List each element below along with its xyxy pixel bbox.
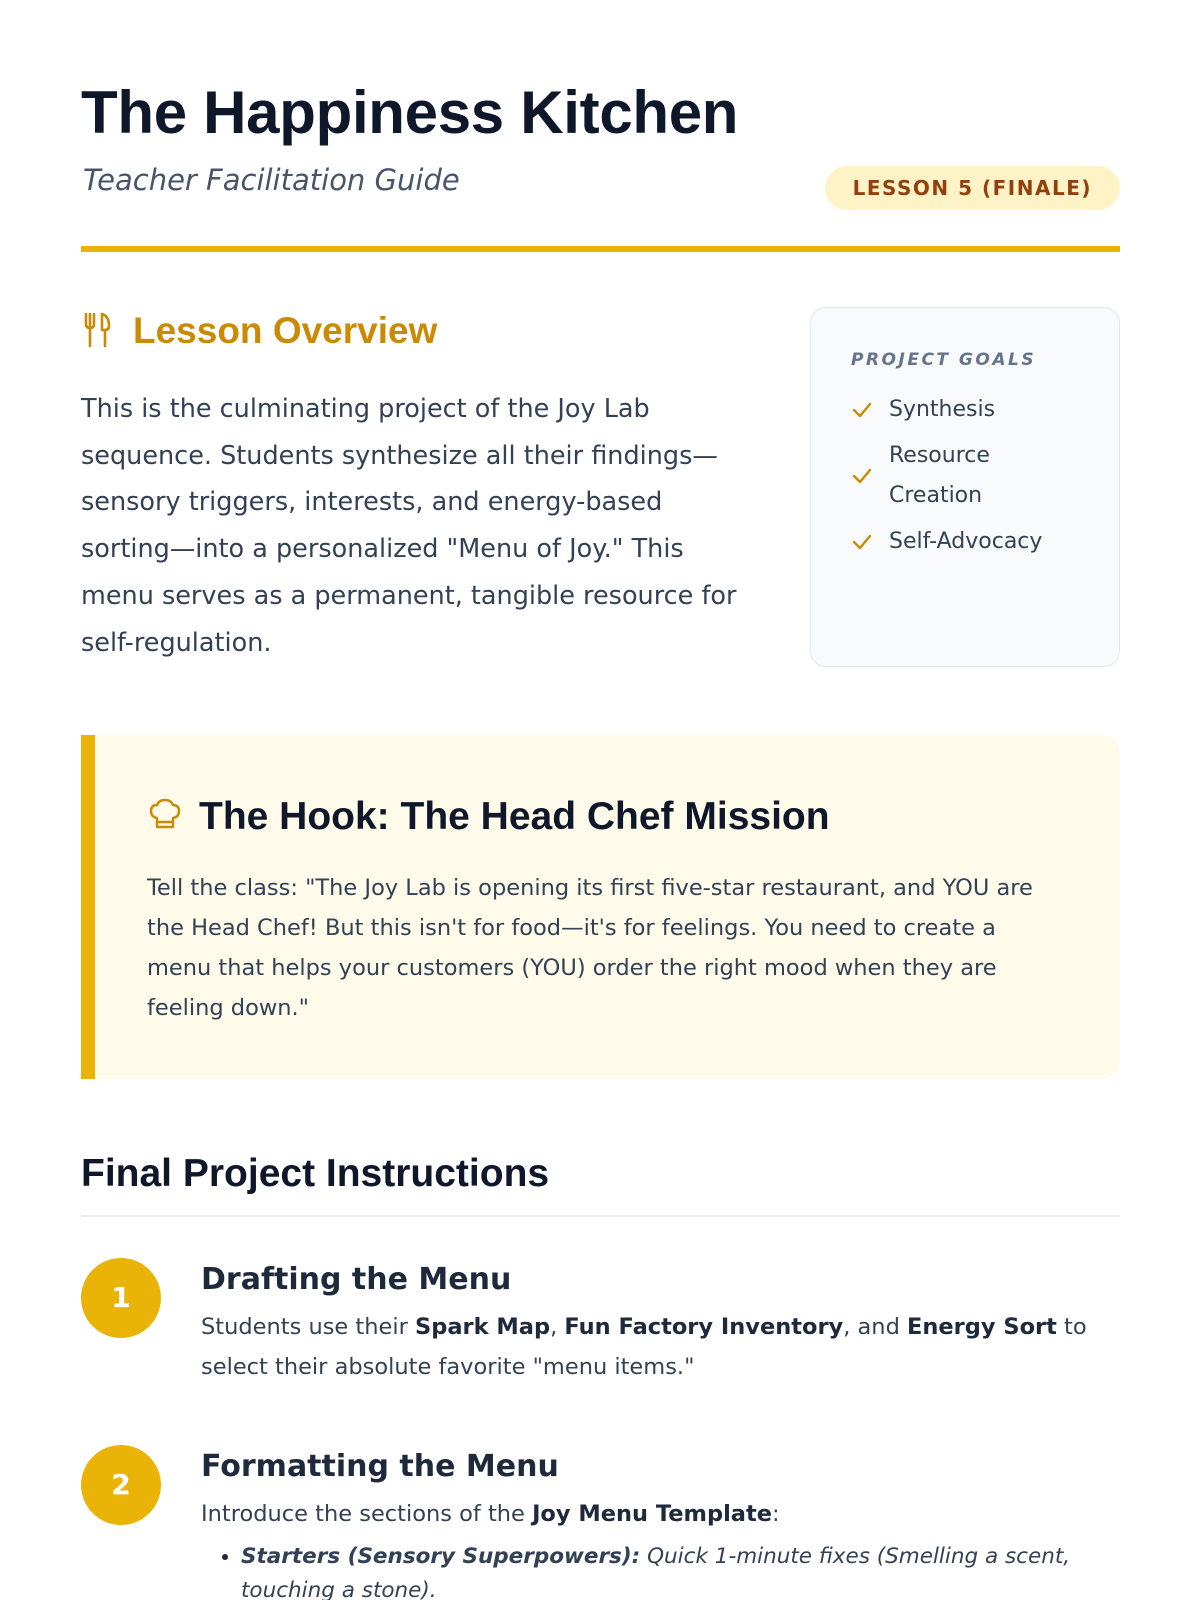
header-divider — [81, 246, 1120, 252]
goal-label: Synthesis — [889, 397, 996, 422]
goal-label: Resource Creation — [889, 443, 990, 508]
step-text: Students use their Spark Map, Fun Factory Inventory, and Energy Sort to select their absolute favorite "menu items." — [201, 1314, 1087, 1380]
step-title: Formatting the Menu — [201, 1449, 559, 1484]
step-text: Introduce the sections of the Joy Menu Template: — [201, 1501, 780, 1527]
project-goals-card — [810, 307, 1120, 667]
overview-text: This is the culminating project of the Joy Lab sequence. Students synthesize all their findings—sensory triggers, interests, and energy-based sorting—into a personalized "Menu of Joy." This menu serves as a permanent, tangible resource for self-regulation. — [81, 394, 737, 658]
goal-item — [851, 522, 1079, 562]
step-title: Drafting the Menu — [201, 1262, 512, 1297]
instructions-divider — [81, 1215, 1120, 1217]
goals-list — [851, 390, 1079, 562]
check-icon — [851, 399, 873, 421]
page-title: The Happiness Kitchen — [81, 79, 739, 146]
overview-heading — [81, 310, 437, 352]
hook-heading — [147, 795, 830, 839]
check-icon — [851, 531, 873, 553]
goal-label: Self-Advocacy — [889, 529, 1043, 554]
step-number: 2 — [81, 1445, 161, 1525]
chef-hat-icon — [147, 797, 183, 837]
overview-title: Lesson Overview — [133, 310, 438, 351]
instructions-heading: Final Project Instructions — [81, 1152, 550, 1195]
hook-callout — [81, 735, 1120, 1079]
list-item: • Starters (Sensory Superpowers): Quick 1-minute fixes (Smelling a scent, touching a stone). — [241, 1540, 1120, 1600]
goal-item — [851, 390, 1079, 430]
hook-title: The Hook: The Head Chef Mission — [199, 795, 830, 838]
goals-label: PROJECT GOALS — [851, 350, 1037, 370]
check-icon — [851, 465, 873, 487]
goal-item — [851, 436, 1079, 516]
lesson-badge: LESSON 5 (FINALE) — [825, 166, 1120, 210]
menu-section-list — [201, 1540, 1120, 1600]
guide-page — [81, 0, 1120, 1600]
hook-text: Tell the class: "The Joy Lab is opening its first five-star restaurant, and YOU are the Head Chef! But this isn't for food—it's for feelings. You need to create a menu that helps your customers (YOU) order the right mood when they are feeling down." — [147, 875, 1033, 1021]
utensils-icon — [81, 310, 119, 352]
step-body — [201, 1258, 1120, 1387]
step-number: 1 — [81, 1258, 161, 1338]
page-subtitle: Teacher Facilitation Guide — [83, 163, 460, 197]
step-body — [201, 1445, 1120, 1600]
